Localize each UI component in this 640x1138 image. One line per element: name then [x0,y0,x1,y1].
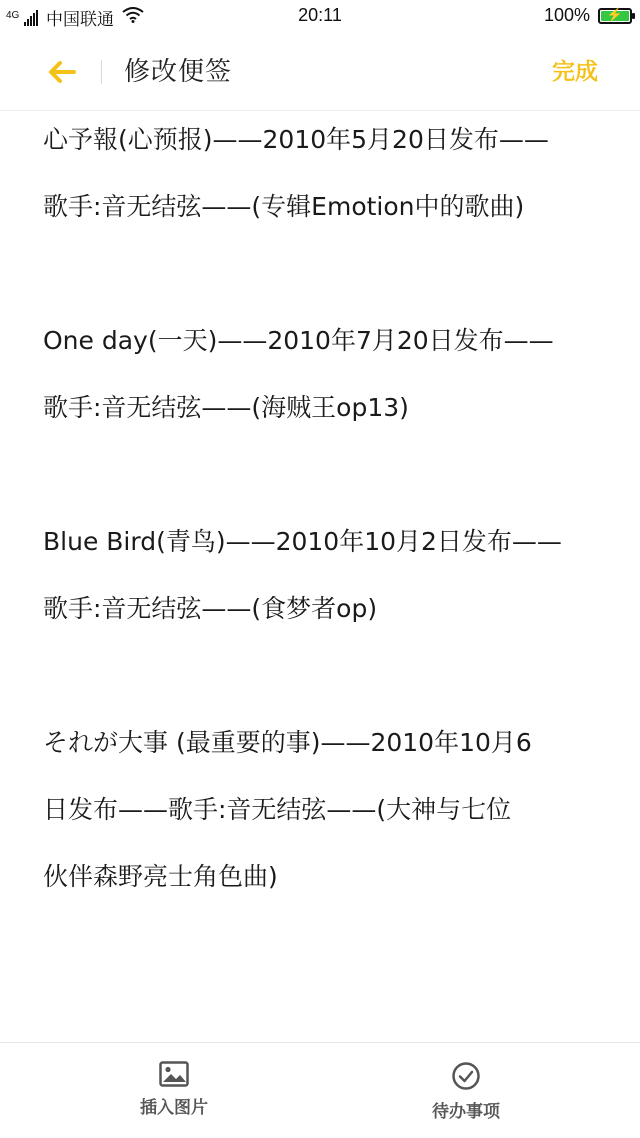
note-body[interactable] [43,112,613,916]
note-line[interactable]: 歌手:音无结弦——(食梦者op) [43,594,378,623]
page-title: 修改便签 [124,57,233,87]
note-line[interactable]: Blue Bird(青鸟)——2010年10月2日发布—— [43,527,562,556]
bottom-toolbar [0,1042,640,1138]
note-line[interactable]: One day(一天)——2010年7月20日发布—— [43,326,554,355]
back-button[interactable] [40,52,84,92]
insert-image-label: 插入图片 [140,1098,208,1118]
header-bar [0,32,640,111]
done-button[interactable]: 完成 [552,59,598,85]
header-divider [101,60,102,84]
note-line[interactable]: 歌手:音无结弦——(海贼王op13) [43,393,409,422]
status-bar [0,0,640,32]
check-circle-icon [451,1061,481,1091]
note-line[interactable]: それが大事 (最重要的事)——2010年10月6 [43,728,532,757]
note-line[interactable] [43,447,613,514]
arrow-left-icon [47,60,77,84]
battery-icon [598,8,632,24]
note-line[interactable]: 日发布——歌手:音无结弦——(大神与七位 [43,795,512,824]
status-time: 20:11 [298,5,342,25]
note-line[interactable]: 歌手:音无结弦——(专辑Emotion中的歌曲) [43,192,525,221]
todo-button[interactable] [386,1061,546,1122]
image-icon [159,1061,189,1087]
insert-image-button[interactable] [94,1061,254,1118]
note-line[interactable] [43,246,613,313]
todo-label: 待办事项 [432,1102,500,1122]
network-type: 4G [6,9,20,21]
note-line[interactable]: 伙伴森野亮士角色曲) [43,862,278,891]
battery-percent: 100% [543,5,590,25]
note-line[interactable]: 心予報(心预报)——2010年5月20日发布—— [43,125,549,154]
carrier-name: 中国联通 [46,10,114,30]
status-right [544,5,632,26]
charging-bolt-icon: ⚡ [606,6,624,22]
note-line[interactable] [43,648,613,715]
